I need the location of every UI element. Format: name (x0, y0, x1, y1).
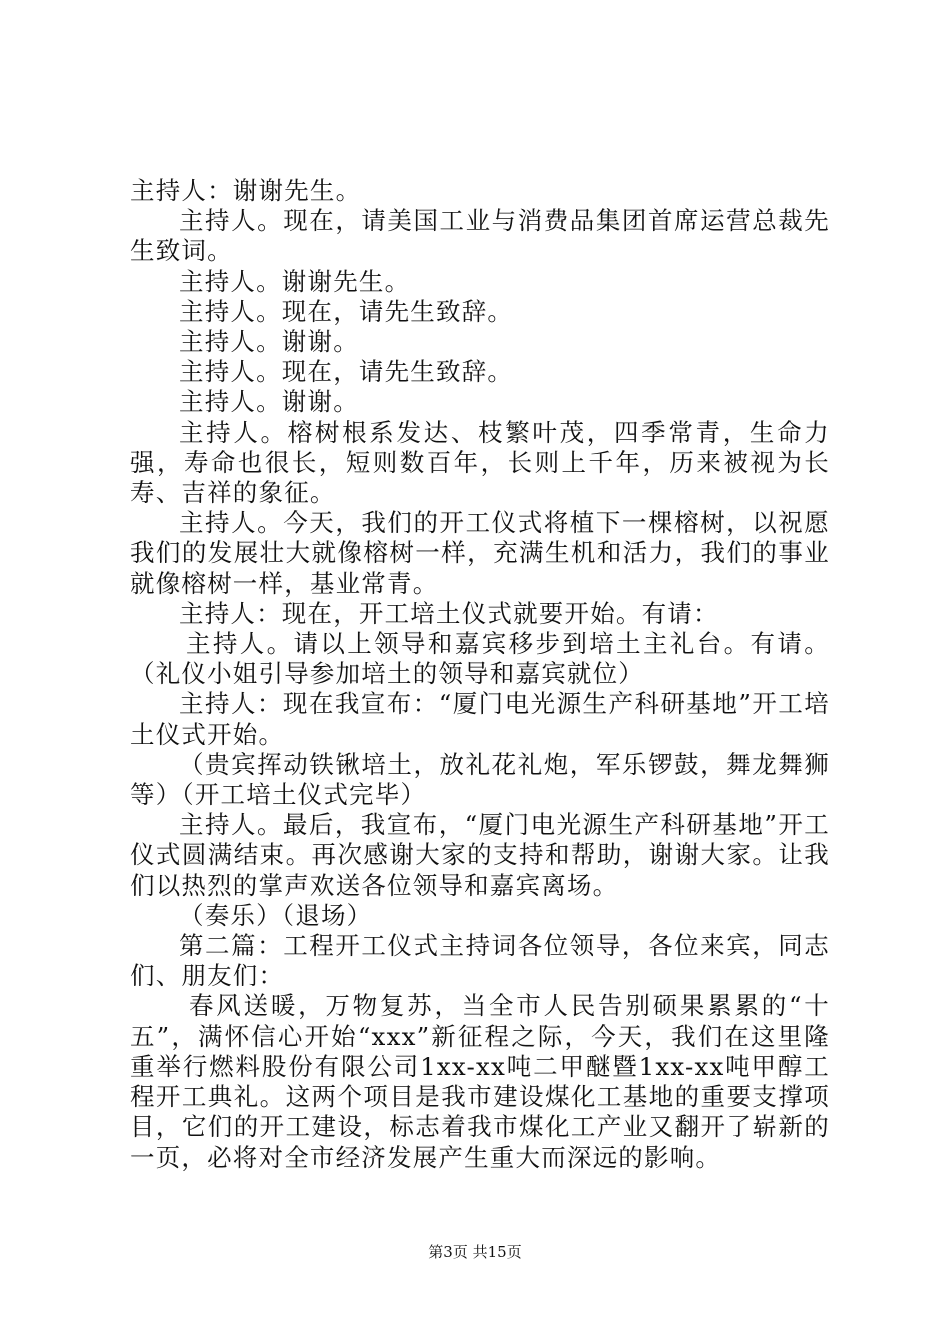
paragraph: 春风送暖，万物复苏，当全市人民告别硕果累累的“十五”，满怀信心开始“xxx”新征程之际，今天，我们在这里隆重举行燃料股份有限公司1xx-xx吨二甲醚暨1xx-xx吨甲醇工程开工典礼。这两个项目是我市建设煤化工基地的重要支撑项目，它们的开工建设，标志着我市煤化工产业又翻开了崭新的一页，必将对全市经济发展产生重大而深远的影响。 (130, 991, 830, 1172)
paragraph: 第二篇：工程开工仪式主持词各位领导，各位来宾，同志们、朋友们： (130, 931, 830, 991)
paragraph: 主持人。谢谢。 (179, 387, 359, 417)
paragraph: 主持人。谢谢。 (179, 327, 359, 357)
paragraph: 主持人。最后，我宣布，“厦门电光源生产科研基地”开工仪式圆满结束。再次感谢大家的支持和帮助，谢谢大家。让我们以热烈的掌声欢送各位领导和嘉宾离场。 (130, 810, 830, 900)
paragraph: 主持人。现在，请美国工业与消费品集团首席运营总裁先生致词。 (130, 206, 830, 266)
document-body (130, 176, 830, 1173)
paragraph: 主持人：现在我宣布：“厦门电光源生产科研基地”开工培土仪式开始。 (130, 689, 830, 749)
paragraph: 主持人。今天，我们的开工仪式将植下一棵榕树，以祝愿我们的发展壮大就像榕树一样，充满生机和活力，我们的事业就像榕树一样，基业常青。 (130, 508, 830, 598)
paragraph: （奏乐）（退场） (179, 900, 373, 930)
paragraph: 主持人。现在，请先生致辞。 (179, 296, 514, 326)
paragraph: 主持人。请以上领导和嘉宾移步到培土主礼台。有请。（礼仪小姐引导参加培土的领导和嘉宾就位） (130, 629, 830, 689)
paragraph: 主持人：现在，开工培土仪式就要开始。有请： (179, 598, 719, 628)
paragraph: 主持人。谢谢先生。 (179, 266, 411, 296)
paragraph: 主持人。榕树根系发达、枝繁叶茂，四季常青，生命力强，寿命也很长，短则数百年，长则上千年，历来被视为长寿、吉祥的象征。 (130, 417, 830, 508)
page-footer: 第3页 共15页 (428, 1243, 522, 1261)
paragraph: 主持人。现在，请先生致辞。 (179, 357, 514, 387)
paragraph: 主持人：谢谢先生。 (130, 176, 362, 205)
paragraph: （贵宾挥动铁锹培土，放礼花礼炮，军乐锣鼓，舞龙舞狮等）（开工培土仪式完毕） (130, 749, 830, 810)
